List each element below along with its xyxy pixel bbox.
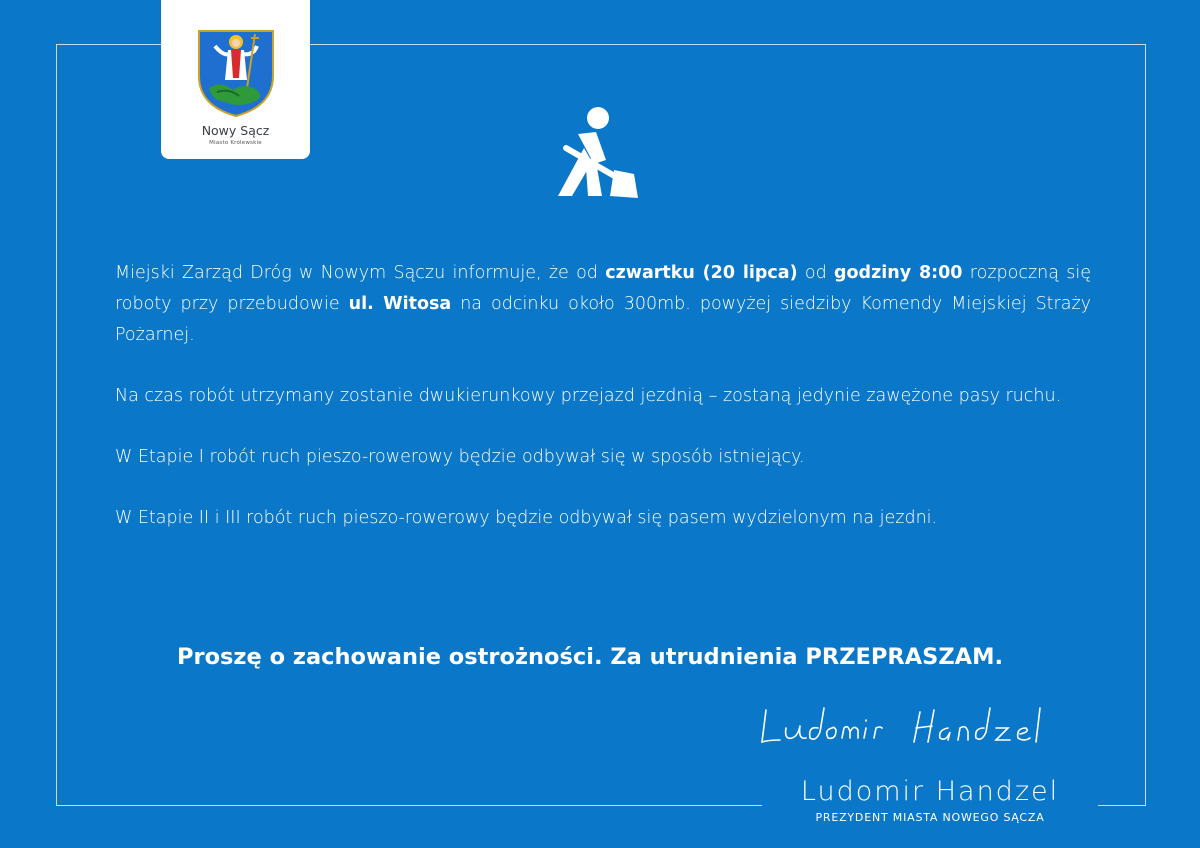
- signatory-name: Ludomir Handzel: [800, 776, 1060, 807]
- paragraph-works-start: [115, 258, 1091, 351]
- paragraph-traffic: Na czas robót utrzymany zostanie dwukierunkowy przejazd jezdnią – zostaną jedynie zawężone pasy ruchu.: [115, 386, 1062, 406]
- coat-of-arms-icon: [195, 28, 277, 118]
- city-logo-card: [161, 0, 310, 159]
- paragraph-stage-2-3: W Etapie II i III robót ruch pieszo-rowerowy będzie odbywał się pasem wydzielonym na jezdni.: [115, 508, 938, 528]
- p1-date: czwartku (20 lipca): [605, 263, 798, 283]
- handwritten-signature: [758, 702, 1058, 752]
- p1-text-4: na odcinku około 300mb. powyżej siedziby Komendy Miejskiej Straży Pożarnej.: [115, 294, 1091, 345]
- closing-apology: Proszę o zachowanie ostrożności. Za utrudnienia PRZEPRASZAM.: [176, 644, 1004, 670]
- signatory-title: PREZYDENT MIASTA NOWEGO SĄCZA: [815, 811, 1045, 824]
- announcement-body: [115, 258, 1091, 564]
- p1-text-2: od: [797, 263, 834, 283]
- paragraph-stage-1: W Etapie I robót ruch pieszo-rowerowy będzie odbywał się w sposób istniejący.: [115, 447, 805, 467]
- p1-street: ul. Witosa: [348, 294, 452, 314]
- road-works-icon: [548, 104, 640, 200]
- logo-city-name: Nowy Sącz: [201, 123, 270, 138]
- p1-text-1: Miejski Zarząd Dróg w Nowym Sączu informuje, że od: [115, 263, 606, 283]
- p1-time: godziny 8:00: [834, 263, 963, 283]
- p1-text-3: rozpoczną się roboty przy przebudowie: [115, 263, 1091, 314]
- logo-subtitle: Miasto Królewskie: [209, 140, 262, 146]
